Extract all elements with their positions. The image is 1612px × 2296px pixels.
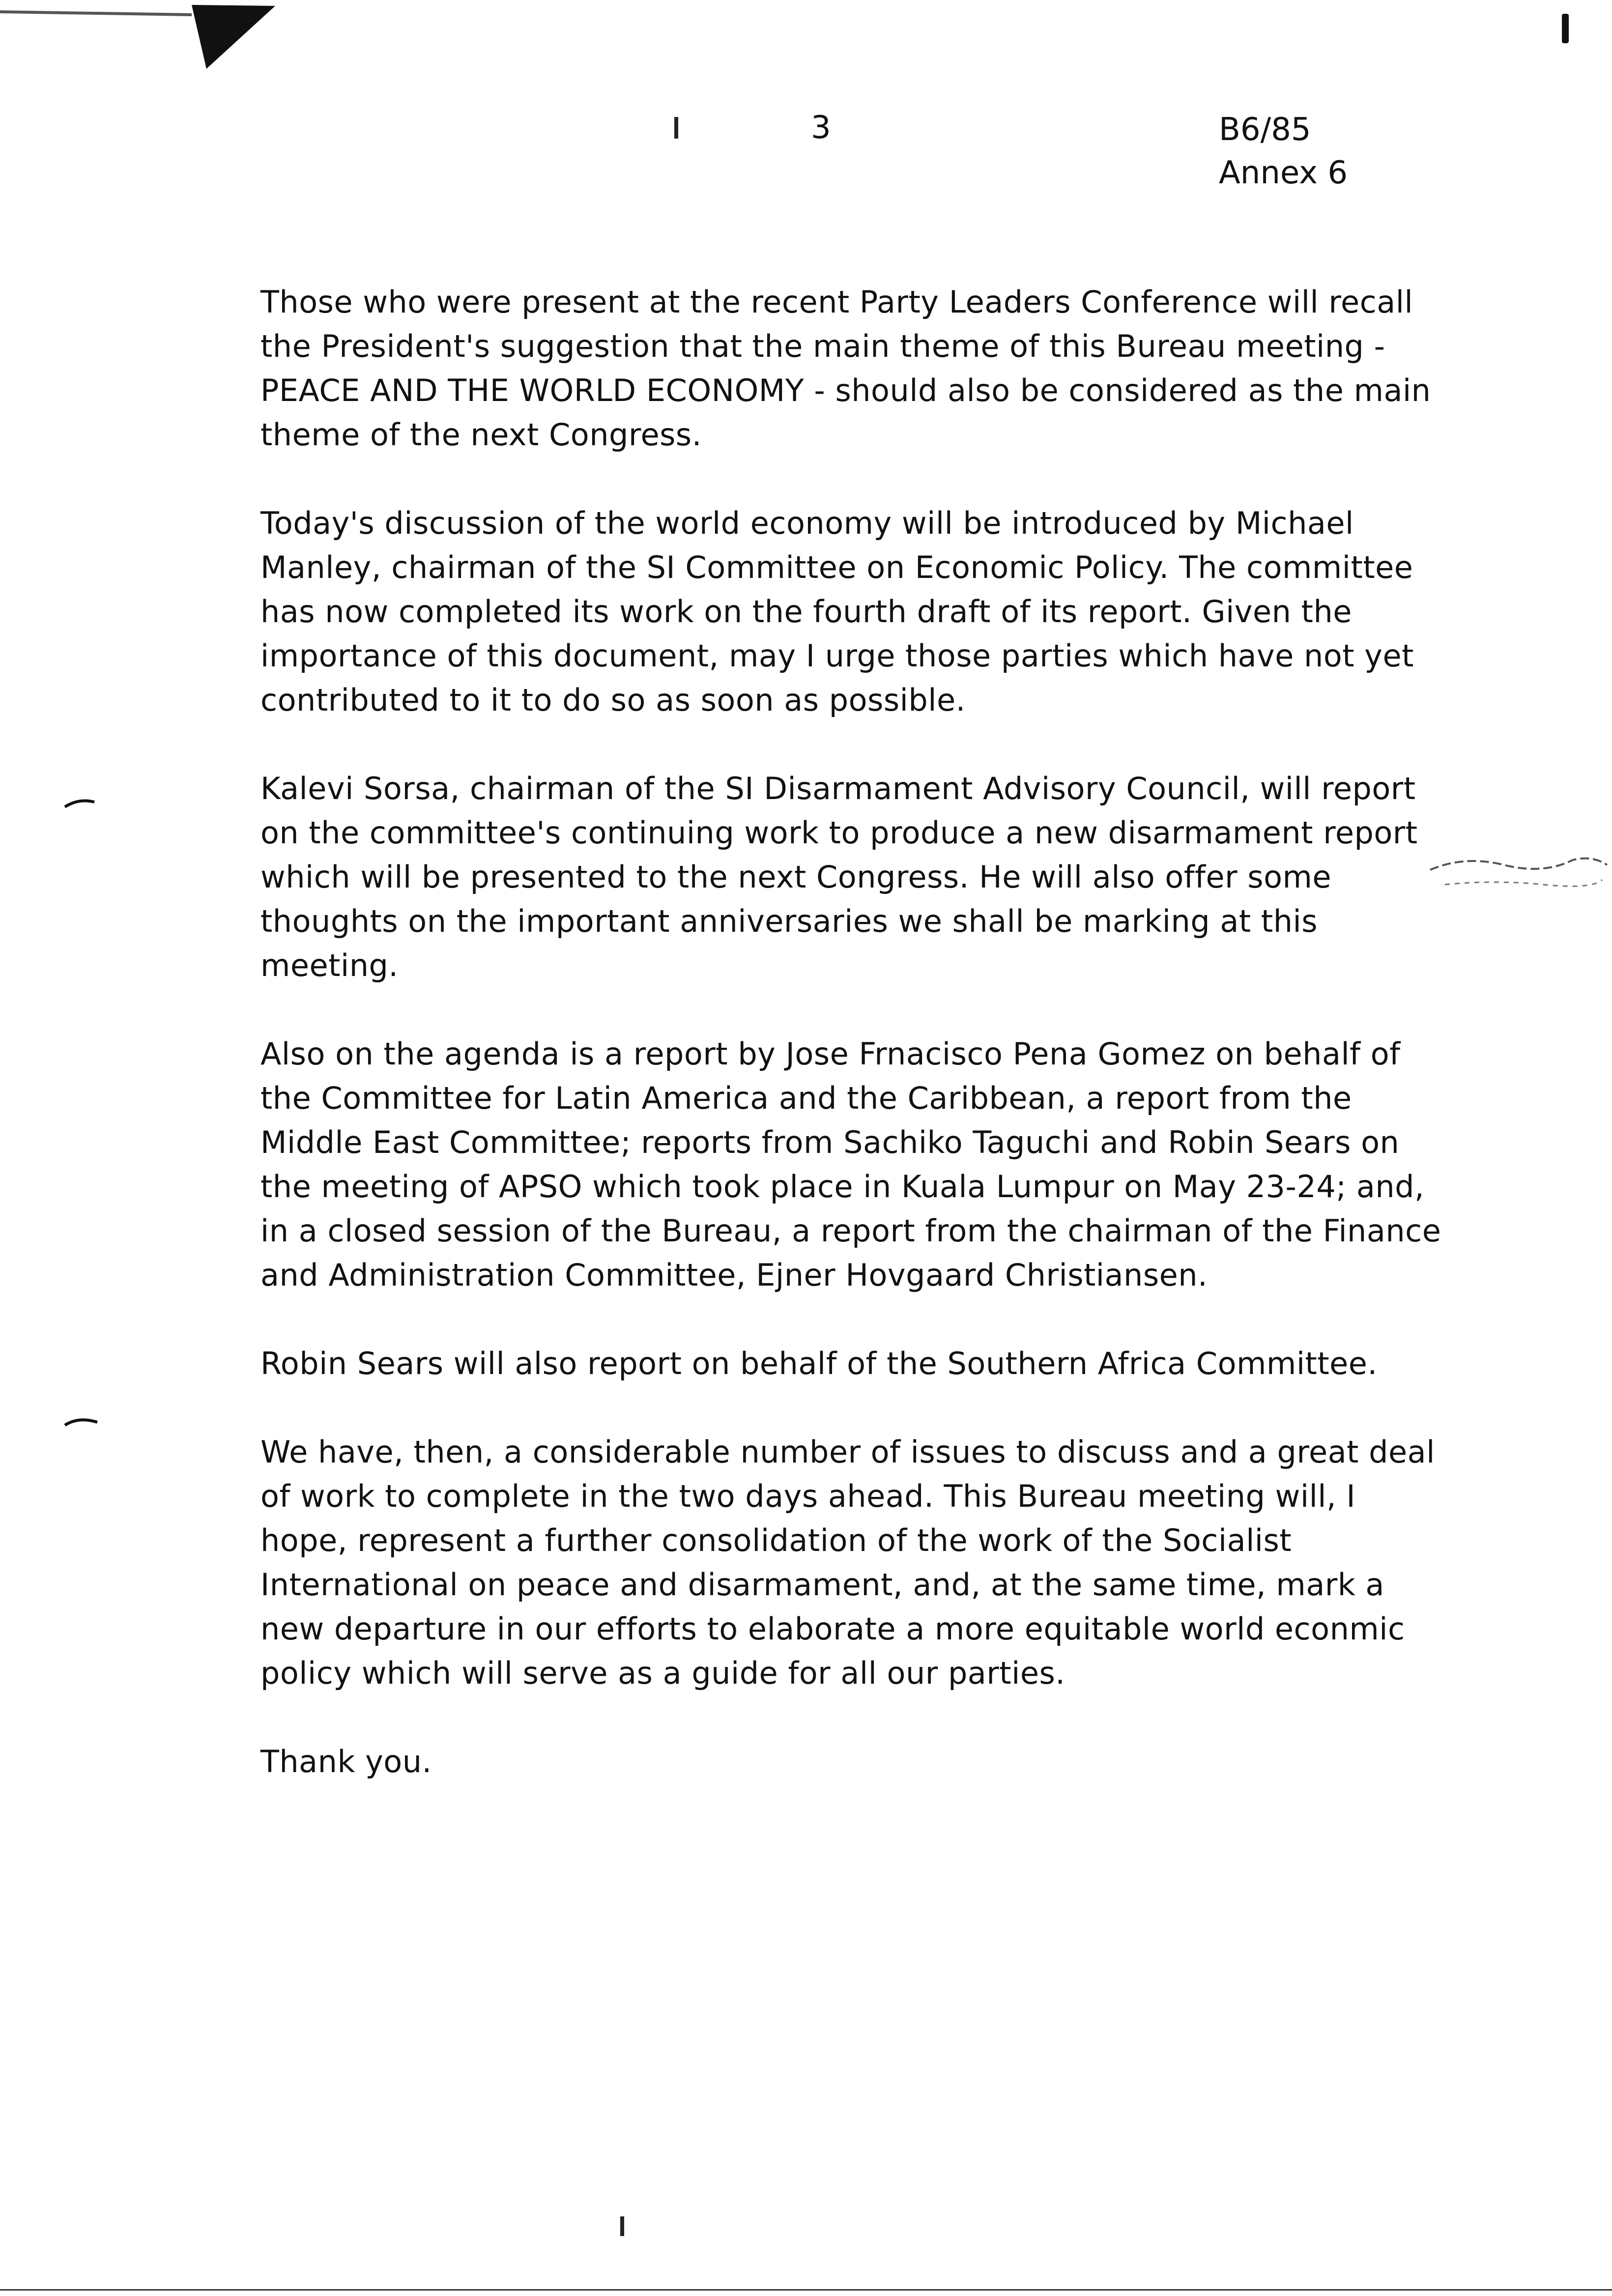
scan-edge-mark	[1562, 14, 1569, 43]
page-header	[0, 108, 1612, 206]
margin-punch-mark	[64, 1415, 98, 1429]
handwritten-strike-mark	[1425, 835, 1612, 904]
paragraph-disarmament: Kalevi Sorsa, chairman of the SI Disarmament Advisory Council, will report on the committee's continuing work to produce a new disarmament report which will be presented to the next Congress. He will also offer some thoughts on the important anniversaries we shall be marking at this meeting.	[260, 771, 1418, 983]
page-bottom-edge	[0, 2289, 1612, 2291]
page-number: 3	[811, 110, 831, 146]
closing-line: Thank you.	[260, 1744, 432, 1779]
paragraph-southern-africa: Robin Sears will also report on behalf of the Southern Africa Committee.	[260, 1346, 1378, 1381]
paragraph-economy: Today's discussion of the world economy will be introduced by Michael Manley, chairman of the SI Committee on Economic Policy. The committee has now completed its work on the fourth draft of its report. Given the importance of this document, may I urge those parties which have not yet contributed to it to do so as soon as possible.	[260, 505, 1414, 718]
scan-center-tick	[620, 2216, 624, 2236]
paragraph-theme: Those who were present at the recent Party Leaders Conference will recall the President's suggestion that the main theme of this Bureau meeting - PEACE AND THE WORLD ECONOMY - should also be considered as the main theme of the next Congress.	[260, 284, 1431, 453]
scan-corner-mark	[0, 0, 295, 74]
paragraph-agenda: Also on the agenda is a report by Jose Frnacisco Pena Gomez on behalf of the Committee for Latin America and the Caribbean, a report from the Middle East Committee; reports from Sachiko Taguchi and Robin Sears on the meeting of APSO which took place in Kuala Lumpur on May 23-24; and, in a closed session of the Bureau, a report from the chairman of the Finance and Administration Committee, Ejner Hovgaard Christiansen.	[260, 1036, 1441, 1293]
annex-label: Annex 6	[1219, 155, 1348, 191]
reference-code: B6/85	[1219, 112, 1311, 148]
margin-punch-mark	[64, 796, 98, 810]
document-reference	[1219, 108, 1348, 195]
body-text	[260, 280, 1450, 1828]
paragraph-conclusion: We have, then, a considerable number of issues to discuss and a great deal of work to complete in the two days ahead. This Bureau meeting will, I hope, represent a further consolidation of the work of the Socialist International on peace and disarmament, and, at the same time, mark a new departure in our efforts to elaborate a more equitable world econmic policy which will serve as a guide for all our parties.	[260, 1434, 1435, 1691]
